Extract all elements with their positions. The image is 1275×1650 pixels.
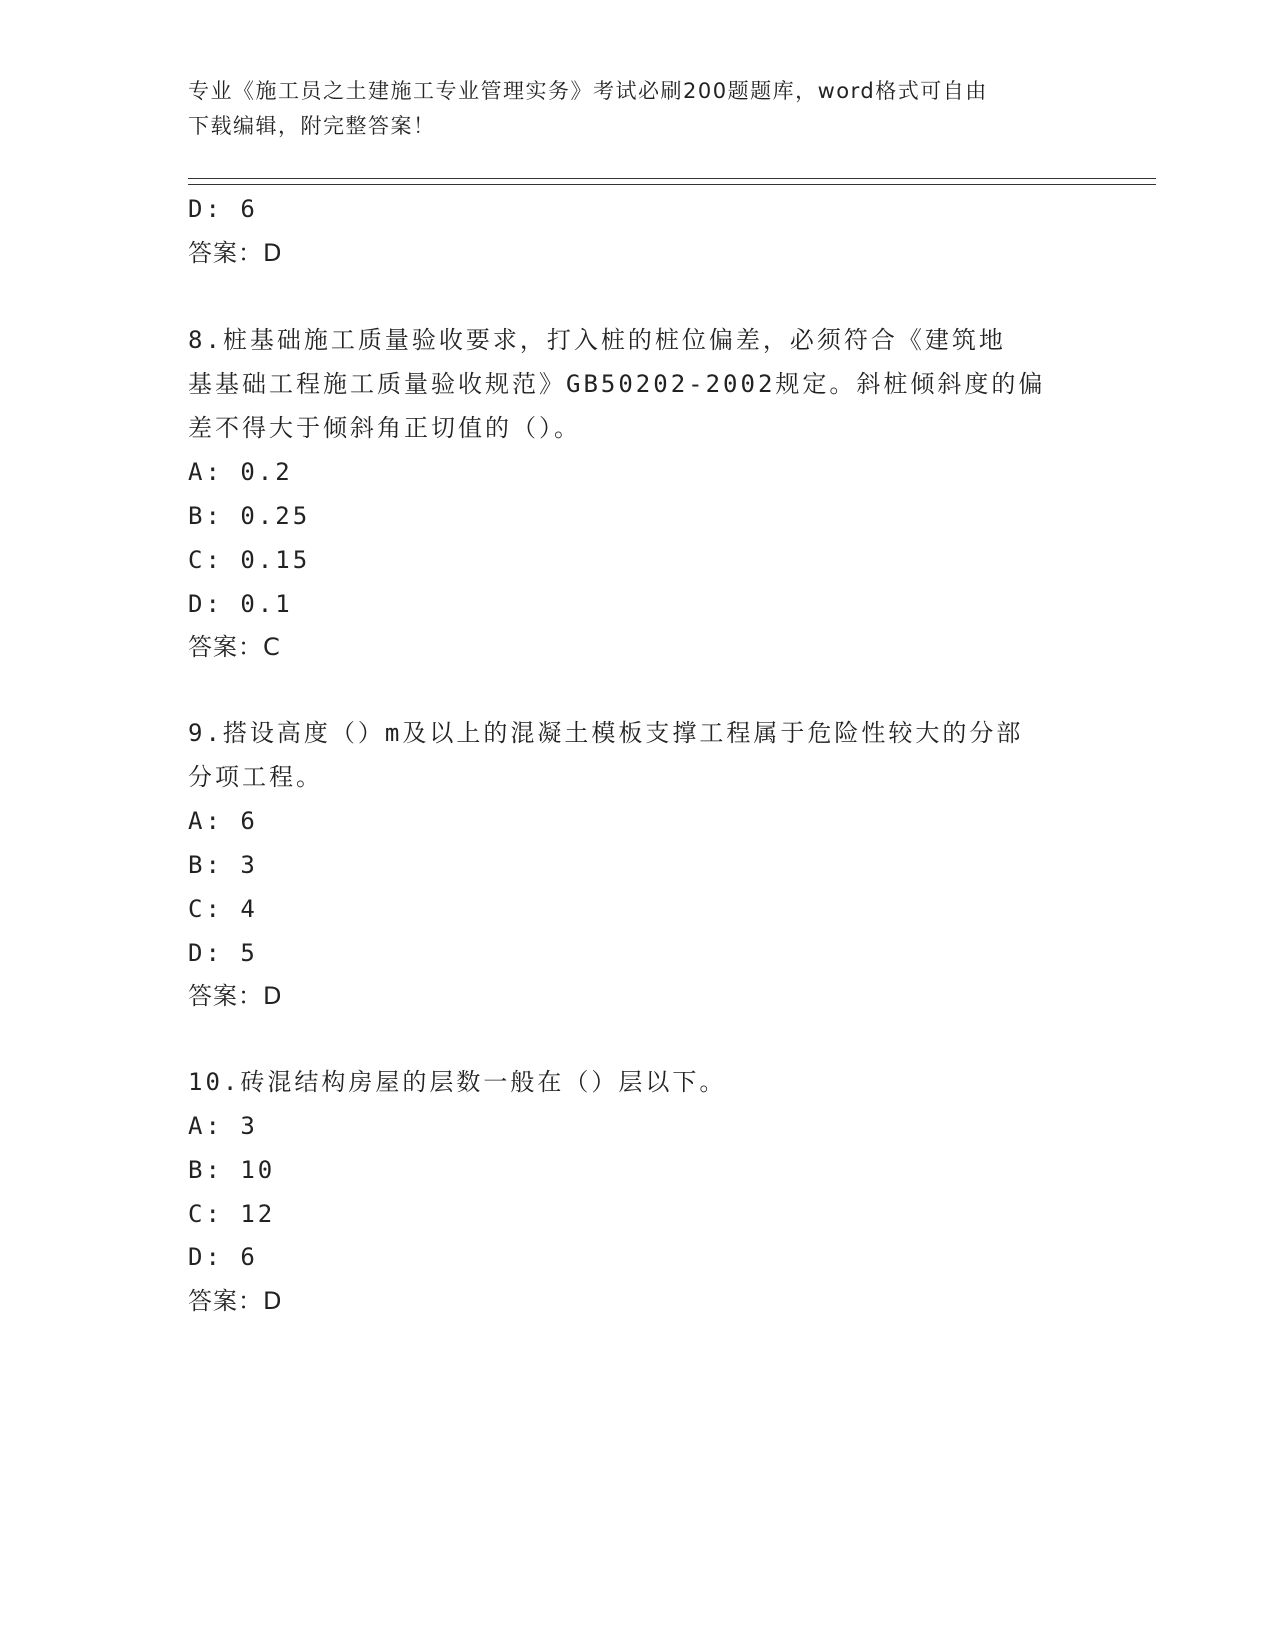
answer: 答案：C <box>188 633 281 661</box>
option-b: B: 3 <box>188 851 258 879</box>
answer: 答案：D <box>188 982 283 1010</box>
option-d: D: 5 <box>188 939 258 967</box>
prev-answer: 答案：D <box>188 239 283 267</box>
option-d: D: 0.1 <box>188 590 293 618</box>
question-text-line: 9.搭设高度（）m及以上的混凝土模板支撑工程属于危险性较大的分部 <box>188 719 1024 747</box>
document-header <box>188 74 1088 144</box>
question-text-line: 8.桩基础施工质量验收要求，打入桩的桩位偏差，必须符合《建筑地 <box>188 326 1006 354</box>
header-divider-bottom <box>188 184 1156 185</box>
option-c: C: 12 <box>188 1200 276 1228</box>
answer: 答案：D <box>188 1287 283 1315</box>
header-divider-top <box>188 178 1156 179</box>
option-a: A: 6 <box>188 807 258 835</box>
question-text-line: 10.砖混结构房屋的层数一般在（）层以下。 <box>188 1068 727 1096</box>
option-b: B: 10 <box>188 1156 276 1184</box>
question-text-line: 分项工程。 <box>188 763 323 791</box>
option-b: B: 0.25 <box>188 502 311 530</box>
option-a: A: 0.2 <box>188 458 293 486</box>
option-a: A: 3 <box>188 1112 258 1140</box>
header-line-2: 下载编辑，附完整答案！ <box>188 114 436 138</box>
question-text-line: 差不得大于倾斜角正切值的（）。 <box>188 414 581 442</box>
option-c: C: 0.15 <box>188 546 311 574</box>
header-line-1: 专业《施工员之土建施工专业管理实务》考试必刷200题题库，word格式可自由 <box>188 79 988 103</box>
prev-option-d: D: 6 <box>188 195 258 223</box>
option-d: D: 6 <box>188 1243 258 1271</box>
option-c: C: 4 <box>188 895 258 923</box>
question-text-line: 基基础工程施工质量验收规范》GB50202-2002规定。斜桩倾斜度的偏 <box>188 370 1046 398</box>
